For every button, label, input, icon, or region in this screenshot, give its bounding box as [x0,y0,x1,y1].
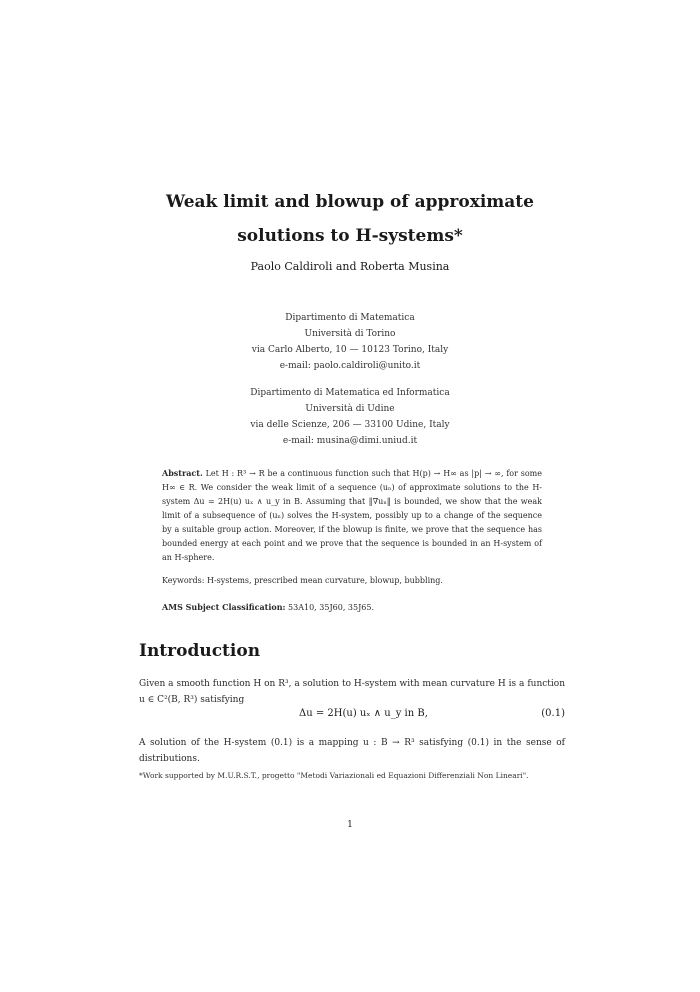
affiliation-2-line: Dipartimento di Matematica ed Informatica [250,388,450,398]
affiliation-2-line: Università di Udine [305,404,395,414]
ams-label: AMS Subject Classification: [162,602,286,612]
affiliation-1-email: e-mail: paolo.caldiroli@unito.it [279,361,421,371]
affiliation-2-line: via delle Scienze, 206 — 33100 Udine, Italy [250,420,450,430]
abstract-label: Abstract. [162,468,203,478]
intro-paragraph: Given a smooth function H on R³, a solution to H-system with mean curvature H is a function u ∈ C²(B, R³) satisfying [139,679,565,705]
affiliation-1-line: Università di Torino [304,329,396,339]
abstract-text: Let H : R³ → R be a continuous function such that H(p) → H∞ as |p| → ∞, for some H∞ ∈ R. We consider the weak limit of a sequence (uₙ) of approximate solutions to the H-system Δu = 2H(u) uₓ ∧ u_y in B. Assuming that ‖∇uₙ‖ is bounded, we show that the weak limit of a subsequence of (uₙ) solves the H-system, possibly up to a change of the sequence by a suitable group action. Moreover, if the blowup is finite, we prove that the sequence has bounded energy at each point and we prove that the sequence is bounded in an H-system of an H-sphere. [162,469,543,562]
affiliation-1-line: Dipartimento di Matematica [285,313,415,323]
paper-title-line-2: solutions to H-systems* [237,226,463,246]
affiliation-2-email: e-mail: musina@dimi.uniud.it [282,436,418,446]
abstract [162,466,542,565]
footnote: *Work supported by M.U.R.S.T., progetto "Metodi Variazionali ed Equazioni Differenziali Non Lineari". [139,771,529,780]
display-equation [139,708,565,724]
page-number: 1 [347,820,353,830]
paper-title-line-1: Weak limit and blowup of approximate [166,192,534,212]
affiliation-2 [0,385,700,449]
affiliation-1 [0,310,700,374]
ams-classification [162,602,542,612]
section-heading: Introduction [139,641,261,661]
equation-body: Δu = 2H(u) uₓ ∧ u_y in B, [299,708,428,719]
equation-number: (0.1) [541,708,565,719]
authors: Paolo Caldiroli and Roberta Musina [250,260,450,273]
keywords: Keywords: H-systems, prescribed mean curvature, blowup, bubbling. [162,576,443,585]
affiliation-1-line: via Carlo Alberto, 10 — 10123 Torino, Italy [251,345,449,355]
ams-codes: 53A10, 35J60, 35J65. [288,603,375,612]
post-equation-paragraph: A solution of the H-system (0.1) is a mapping u : B → R³ satisfying (0.1) in the sense of distributions. [139,738,565,764]
